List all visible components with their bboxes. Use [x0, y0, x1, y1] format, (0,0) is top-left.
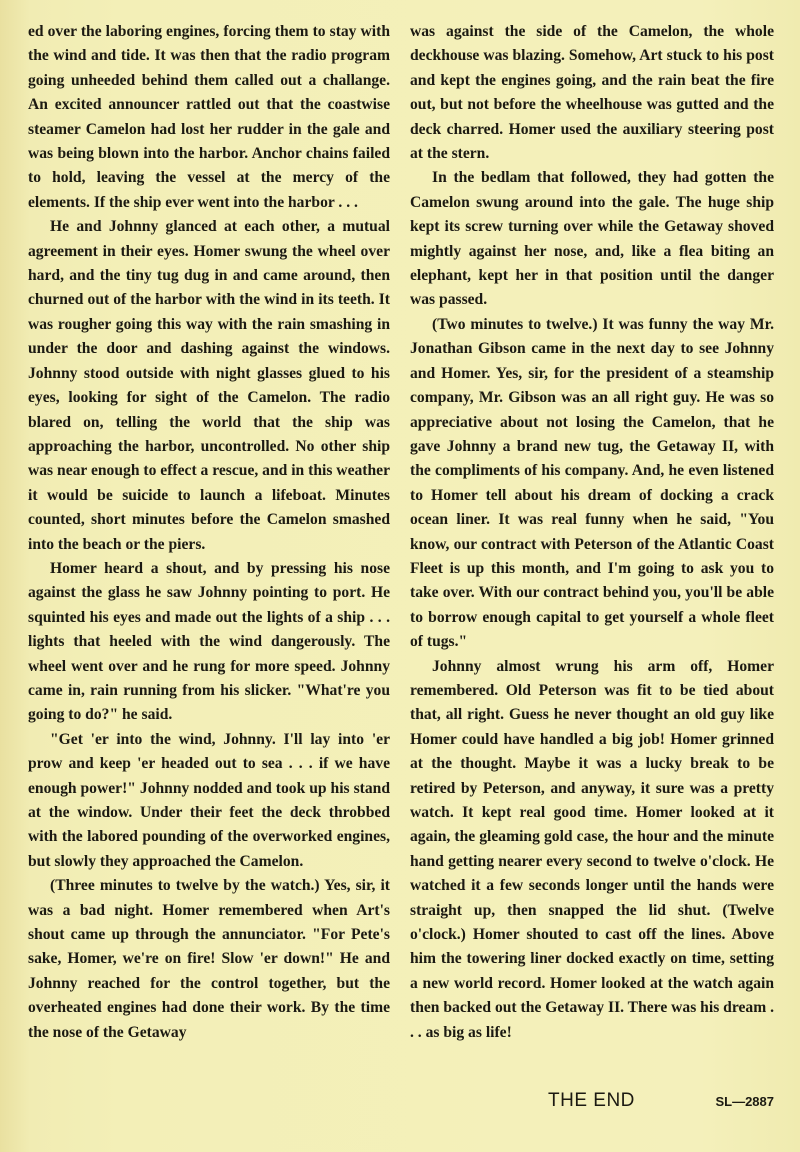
paragraph: (Three minutes to twelve by the watch.) Yes, sir, it was a bad night. Homer remembered when Art's shout came up through the annunciator. "For Pete's sake, Homer, we're on fire! Slow 'er down!" He and Johnny reached for the control together, but the overheated engines had done their work. By the time the nose of the Getaway [28, 877, 390, 1041]
paragraph: He and Johnny glanced at each other, a mutual agreement in their eyes. Homer swung the wheel over hard, and the tiny tug dug in and came around, then churned out of the harbor with the wind in its teeth. It was rougher going this way with the rain smashing in under the door and dashing against the windows. Johnny stood outside with night glasses glued to his eyes, looking for sight of the Camelon. The radio blared on, telling the world that the ship was approaching the harbor, uncontrolled. No other ship was near enough to effect a rescue, and in this weather it would be suicide to launch a lifeboat. Minutes counted, short minutes before the Camelon smashed into the beach or the piers. [28, 218, 390, 553]
paragraph: Johnny almost wrung his arm off, Homer remembered. Old Peterson was fit to be tied about that, all right. Guess he never thought an old guy like Homer could have handled a big job! Homer grinned at the thought. Maybe it was a lucky break to be retired by Peterson, and anyway, it sure was a pretty watch. It kept real good time. Homer looked at it again, the gleaming gold case, the hour and the minute hand getting nearer every second to twelve o'clock. He watched it a few seconds longer until the hands were straight up, then snapped the lid shut. (Twelve o'clock.) Homer shouted to cast off the lines. Above him the towering liner docked exactly on time, setting a new world record. Homer looked at the watch again then backed out the Getaway II. There was his dream . . . as big as life! [410, 657, 774, 1041]
the-end-label: THE END [548, 1090, 635, 1111]
paragraph: (Two minutes to twelve.) It was funny the way Mr. Jonathan Gibson came in the next day to see Johnny and Homer. Yes, sir, for the president of a steamship company, Mr. Gibson was an all right guy. He was so appreciative about not losing the Camelon, that he gave Johnny a brand new tug, the Getaway II, with the compliments of his company. And, he even listened to Homer tell about his dream of docking a crack ocean liner. It was real funny when he said, "You know, our contract with Peterson of the Atlantic Coast Fleet is up this month, and I'm going to ask you to take over. With our contract behind you, you'll be able to borrow enough capital to get yourself a whole fleet of tugs." [410, 315, 774, 651]
paragraph: "Get 'er into the wind, Johnny. I'll lay into 'er prow and keep 'er headed out to sea . . . if we have enough power!" Johnny nodded and took up his stand at the window. Under their feet the deck throbbed with the labored pounding of the overworked engines, but slowly they approached the Camelon. [28, 730, 390, 870]
left-text-column [28, 20, 390, 1045]
right-text-column [410, 20, 774, 1045]
paragraph: Homer heard a shout, and by pressing his nose against the glass he saw Johnny pointing to port. He squinted his eyes and made out the lights of a ship . . . lights that heeled with the wind dangerously. The wheel went over and he rung for more speed. Johnny came in, rain running from his slicker. "What're you going to do?" he said. [28, 559, 390, 724]
paragraph: was against the side of the Camelon, the whole deckhouse was blazing. Somehow, Art stuck to his post and kept the engines going, and the rain beat the fire out, but not before the wheelhouse was gutted and the deck charred. Homer used the auxiliary steering post at the stern. [410, 23, 774, 163]
paragraph: In the bedlam that followed, they had gotten the Camelon swung around into the gale. The huge ship kept its screw turning over while the Getaway shoved mightly against her nose, and, like a flea biting an elephant, kept her in that position until the danger was passed. [410, 169, 774, 309]
story-footer [410, 1090, 774, 1120]
paragraph: ed over the laboring engines, forcing them to stay with the wind and tide. It was then that the radio program going unheeded behind them called out a challange. An excited announcer rattled out that the coastwise steamer Camelon had lost her rudder in the gale and was being blown into the harbor. Anchor chains failed to hold, leaving the vessel at the mercy of the elements. If the ship ever went into the harbor . . . [28, 23, 390, 211]
page-code: SL—2887 [715, 1094, 774, 1109]
